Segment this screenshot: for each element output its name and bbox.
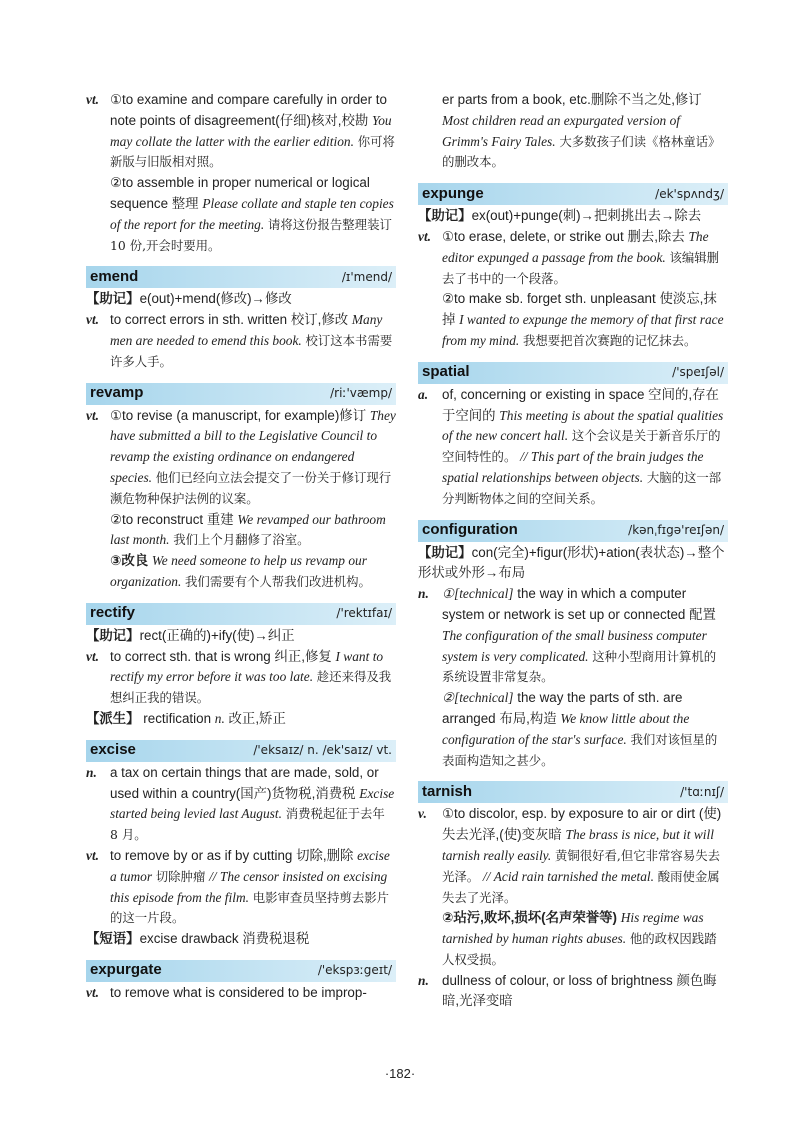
part-of-speech: v. (418, 806, 427, 822)
headword-bar (418, 183, 728, 205)
headword-bar (86, 383, 396, 405)
part-of-speech: n. (418, 972, 429, 988)
example-sentence: We know little about the configuration of the star's surface. (442, 710, 690, 747)
phonetic: /'eksaɪz/ n. /ek'saɪz/ vt. (253, 743, 392, 758)
example-translation: 我们上个月翻修了浴室。 (173, 532, 310, 548)
page-number: ·182· (384, 1066, 416, 1081)
definition: ②to assemble in proper numerical or logical sequence 整理 (110, 175, 370, 211)
headword-bar (86, 603, 396, 625)
example-sentence: You may collate the latter with the earlier edition. (110, 112, 392, 149)
example-translation: 他的政权因践踏人权受损。 (442, 931, 717, 967)
example-translation: 校订这本书需要许多人手。 (110, 332, 393, 369)
entry-revamp (86, 383, 396, 593)
definition: a tax on certain things that are made, sold, or used within a country(国产)货物税,消费税 (110, 764, 379, 801)
definition: ①to examine and compare carefully in order to note points of disagreement(仔细)核对,校勘 (110, 92, 387, 128)
definition: ③改良 (110, 553, 149, 569)
mnemonic: e(out)+mend(修改)→修改 (139, 291, 292, 307)
example-sentence: The configuration of the small business computer system is very complicated. (442, 627, 707, 664)
example-translation: 电影审查员坚持剪去影片的这一片段。 (110, 889, 390, 926)
definition: to correct errors in sth. written 校订,修改 (110, 312, 349, 328)
phonetic: /'tɑːnɪʃ/ (680, 784, 724, 799)
example-translation: 趁还来得及我想纠正我的错误。 (110, 669, 392, 706)
example-sentence: Many men are needed to emend this book. (110, 312, 383, 348)
definition: the way in which a computer system or network is set up or connected 配置 (442, 586, 716, 622)
example-translation: 大多数孩子们读《格林童话》的删改本。 (442, 133, 721, 170)
phonetic: /'ekspɜːgeɪt/ (317, 963, 392, 978)
example-sentence: excise a tumor (110, 847, 390, 884)
example-translation: 这个会议是关于新音乐厅的空间特性的。 (442, 428, 721, 465)
phonetic: /'rektɪfaɪ/ (336, 606, 392, 621)
example-sentence: We need someone to help us revamp our organization. (110, 553, 367, 589)
example-sentence: // This part of the brain judges the spatial relationships between objects. (442, 449, 704, 485)
example-sentence: They have submitted a bill to the Legislative Council to revamp the existing ordinance on endangered species. (110, 407, 396, 485)
part-of-speech: a. (418, 386, 429, 402)
phonetic: /ɪ'mend/ (341, 269, 392, 284)
mnemonic-tag: 【助记】 (418, 208, 472, 224)
part-of-speech: vt. (86, 984, 100, 1000)
example-translation: 你可将新版与旧版相对照。 (110, 133, 395, 170)
definition: ①to erase, delete, or strike out 删去,除去 (442, 228, 685, 244)
part-of-speech: vt. (86, 648, 100, 664)
mnemonic-tag: 【助记】 (86, 291, 140, 307)
register-label: ②[technical] (442, 690, 514, 706)
definition: ②to reconstruct 重建 (110, 511, 234, 527)
mnemonic-tag: 【助记】 (418, 544, 472, 560)
part-of-speech: n. (86, 764, 97, 780)
example-sentence: This meeting is about the spatial qualities of the new concert hall. (442, 407, 724, 444)
definition: ②to make sb. forget sth. unpleasant 使淡忘,抹掉 (442, 291, 717, 328)
example-sentence: Excise started being levied last August. (110, 785, 395, 822)
headword-bar (86, 266, 396, 288)
example-translation: 请将这份报告整理装订 10 份,开会时要用。 (110, 216, 392, 253)
example-sentence: I wanted to expunge the memory of that first race from my mind. (442, 312, 724, 348)
part-of-speech: n. (418, 586, 429, 602)
derivative-meaning: 改正,矫正 (228, 710, 286, 726)
example-sentence: I want to rectify my error before it was too late. (110, 648, 384, 685)
headword: tarnish (422, 782, 473, 800)
example-translation: 我们对该恒星的表面构造知之甚少。 (442, 731, 718, 768)
headword: expurgate (90, 961, 162, 979)
headword: emend (90, 267, 139, 285)
headword-bar (418, 781, 728, 803)
definition: to correct sth. that is wrong 纠正,修复 (110, 648, 332, 664)
part-of-speech: vt. (86, 312, 100, 328)
mnemonic: con(完全)+figur(形状)+ation(表状态)→整个形状或外形→布局 (418, 544, 725, 581)
definition: er parts from a book, etc.删除不当之处,修订 (442, 92, 702, 107)
phonetic: /'speɪʃəl/ (672, 365, 724, 380)
definition: ①to revise (a manuscript, for example)修订 (110, 407, 367, 423)
entry-expurgate-continued (418, 90, 728, 173)
phonetic: /kənˌfɪgə'reɪʃən/ (628, 523, 724, 538)
definition: to remove what is considered to be improp- (110, 984, 367, 1000)
entry-emend (86, 266, 396, 372)
headword: spatial (422, 363, 470, 381)
example-translation: 大脑的这一部分判断物体之间的空间关系。 (442, 469, 722, 506)
entry-collate-continued (86, 90, 396, 256)
headword-bar (86, 740, 396, 762)
headword: revamp (90, 384, 144, 402)
example-sentence: We revamped our bathroom last month. (110, 511, 386, 548)
entry-tarnish (418, 781, 728, 1012)
example-sentence: Most children read an expurgated version of Grimm's Fairy Tales. (442, 112, 681, 149)
headword-bar (86, 960, 396, 982)
entry-rectify (86, 603, 396, 730)
example-translation: 酸雨使金属失去了光泽。 (442, 868, 720, 905)
headword: rectify (90, 604, 136, 622)
example-sentence: His regime was tarnished by human rights abuses. (442, 910, 704, 947)
phrase: excise drawback 消费税退税 (139, 931, 310, 947)
phonetic: /riː'væmp/ (330, 386, 392, 401)
entry-expurgate (86, 960, 396, 1004)
part-of-speech: vt. (86, 847, 100, 863)
entry-excise (86, 740, 396, 950)
part-of-speech: vt. (86, 407, 100, 423)
example-translation: 他们已经向立法会提交了一份关于修订现行濒危物种保护法例的议案。 (110, 469, 392, 506)
right-column (418, 90, 728, 1020)
entry-expunge (418, 183, 728, 352)
example-sentence: The editor expunged a passage from the book. (442, 228, 709, 265)
phrase-tag: 【短语】 (86, 931, 140, 947)
definition: the way the parts of sth. are arranged 布局,构造 (442, 690, 683, 726)
definition: ②玷污,败坏,损坏(名声荣誉等) (442, 910, 617, 926)
example-sentence: Please collate and staple ten copies of the report for the meeting. (110, 195, 394, 232)
definition: dullness of colour, or loss of brightness 颜色晦暗,光泽变暗 (442, 972, 717, 1009)
example-translation: 该编辑删去了书中的一个段落。 (442, 249, 720, 286)
mnemonic: ex(out)+punge(刺)→把刺挑出去→除去 (471, 208, 702, 224)
derivative-word: rectification (143, 710, 212, 726)
derivative-tag: 【派生】 (86, 710, 140, 726)
headword: excise (90, 741, 136, 759)
mnemonic: rect(正确的)+ify(使)→纠正 (139, 627, 295, 643)
example-translation: 我们需要有个人帮我们改进机构。 (185, 573, 371, 589)
example-sentence: // The censor insisted on excising this episode from the film. (110, 868, 388, 905)
headword: configuration (422, 521, 518, 539)
part-of-speech: vt. (86, 92, 100, 107)
derivative-pos: n. (214, 710, 225, 726)
register-label: ①[technical] (442, 586, 514, 602)
headword-bar (418, 520, 728, 542)
definition: of, concerning or existing in space 空间的,存在于空间的 (442, 386, 719, 423)
left-column (86, 90, 396, 1012)
example-translation: 我想要把首次赛跑的记忆抹去。 (522, 332, 697, 348)
definition: ①to discolor, esp. by exposure to air or dirt (使)失去光泽,(使)变灰暗 (442, 806, 722, 843)
example-sentence: // Acid rain tarnished the metal. (482, 868, 654, 884)
example-sentence: The brass is nice, but it will tarnish really easily. (442, 827, 714, 863)
example-translation: 黄铜很好看,但它非常容易失去光泽。 (442, 847, 720, 884)
mnemonic-tag: 【助记】 (86, 627, 140, 643)
entry-spatial (418, 362, 728, 510)
definition: to remove by or as if by cutting 切除,删除 (110, 847, 354, 863)
example-translation: 切除肿瘤 (155, 868, 206, 884)
headword-bar (418, 362, 728, 384)
example-translation: 消费税起征于去年 8 月。 (110, 806, 385, 843)
part-of-speech: vt. (418, 228, 432, 244)
example-translation: 这种小型商用计算机的系统设置非常复杂。 (442, 648, 717, 685)
phonetic: /ek'spʌndʒ/ (655, 186, 724, 201)
entry-configuration (418, 520, 728, 772)
headword: expunge (422, 184, 484, 202)
